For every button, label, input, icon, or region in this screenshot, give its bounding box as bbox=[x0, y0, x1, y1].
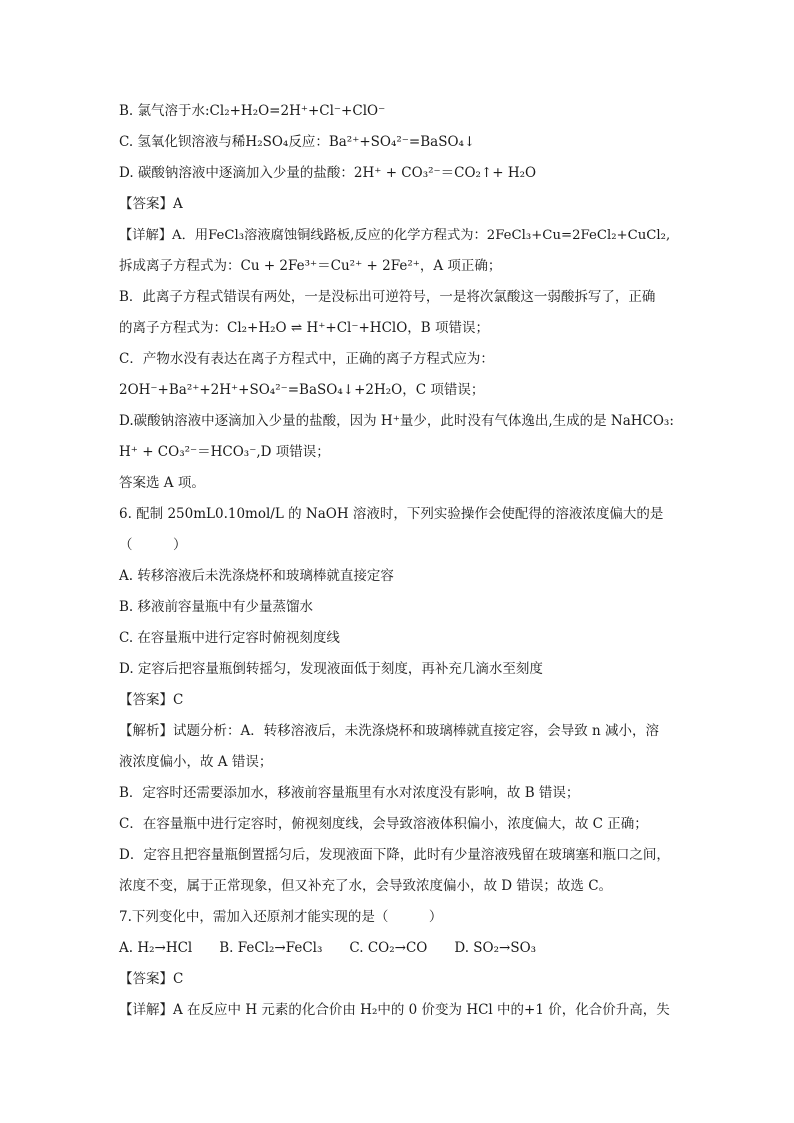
answer-line: 【答案】A bbox=[119, 196, 183, 212]
document-body bbox=[119, 96, 679, 1026]
option-b-line: B. 氯气溶于水:Cl₂+H₂O=2H⁺+Cl⁻+ClO⁻ bbox=[119, 103, 386, 119]
analysis-line: D．定容且把容量瓶倒置摇匀后，发现液面下降，此时有少量溶液残留在玻璃塞和瓶口之间， bbox=[119, 847, 670, 863]
explanation-line: 【详解】A．用FeCl₃溶液腐蚀铜线路板,反应的化学方程式为：2FeCl₃+Cu=2FeCl₂+CuCl₂, bbox=[119, 228, 671, 243]
analysis-line: C．在容量瓶中进行定容时，俯视刻度线，会导致溶液体积偏小，浓度偏大，故 C 正确； bbox=[119, 816, 648, 832]
question-6-option-b: B. 移液前容量瓶中有少量蒸馏水 bbox=[119, 599, 314, 615]
option-d-line: D. 碳酸钠溶液中逐滴加入少量的盐酸：2H⁺ + CO₃²⁻＝CO₂↑+ H₂O bbox=[119, 165, 537, 181]
answer-line: 【答案】C bbox=[119, 692, 184, 708]
explanation-line: 的离子方程式为：Cl₂+H₂O ⇌ H⁺+Cl⁻+HClO，B 项错误； bbox=[119, 320, 490, 336]
question-6-option-c: C. 在容量瓶中进行定容时俯视刻度线 bbox=[119, 630, 340, 646]
question-6-stem: 6. 配制 250mL0.10mol/L 的 NaOH 溶液时，下列实验操作会使配得的溶液浓度偏大的是 bbox=[119, 506, 664, 522]
explanation-line: H⁺ + CO₃²⁻＝HCO₃⁻,D 项错误； bbox=[119, 444, 330, 460]
question-7-options: A. H₂→HCl B. FeCl₂→FeCl₃ C. CO₂→CO D. SO₂→SO₃ bbox=[119, 940, 537, 956]
analysis-line: 【解析】试题分析：A．转移溶液后，未洗涤烧杯和玻璃棒就直接定容，会导致 n 减小，溶 bbox=[119, 723, 660, 739]
analysis-line: 液浓度偏小，故 A 错误； bbox=[119, 754, 273, 770]
explanation-line: C．产物水没有表达在离子方程式中，正确的离子方程式应为： bbox=[119, 351, 494, 367]
analysis-line: 浓度不变，属于正常现象，但又补充了水，会导致浓度偏小，故 D 错误；故选 C。 bbox=[119, 878, 613, 894]
explanation-line: D.碳酸钠溶液中逐滴加入少量的盐酸，因为 H⁺量少，此时没有气体逸出,生成的是 NaHCO₃: bbox=[119, 413, 674, 429]
option-c-line: C. 氢氧化钡溶液与稀H₂SO₄反应：Ba²⁺+SO₄²⁻=BaSO₄↓ bbox=[119, 134, 476, 150]
explanation-line: B．此离子方程式错误有两处，一是没标出可逆符号，一是将次氯酸这一弱酸拆写了，正确 bbox=[119, 289, 656, 305]
explanation-line: 拆成离子方程式为：Cu + 2Fe³⁺＝Cu²⁺ + 2Fe²⁺，A 项正确； bbox=[119, 258, 502, 274]
question-6-option-d: D. 定容后把容量瓶倒转摇匀，发现液面低于刻度，再补充几滴水至刻度 bbox=[119, 661, 543, 677]
answer-line: 【答案】C bbox=[119, 971, 184, 987]
explanation-line: 2OH⁻+Ba²⁺+2H⁺+SO₄²⁻=BaSO₄↓+2H₂O，C 项错误； bbox=[119, 382, 485, 398]
question-7-stem: 7.下列变化中，需加入还原剂才能实现的是（ ） bbox=[119, 909, 443, 925]
conclusion-line: 答案选 A 项。 bbox=[119, 475, 205, 491]
question-6-option-a: A. 转移溶液后未洗涤烧杯和玻璃棒就直接定容 bbox=[119, 568, 394, 584]
question-6-blank: （ ） bbox=[119, 537, 187, 553]
analysis-line: B．定容时还需要添加水，移液前容量瓶里有水对浓度没有影响，故 B 错误； bbox=[119, 785, 580, 801]
explanation-line: 【详解】A 在反应中 H 元素的化合价由 H₂中的 0 价变为 HCl 中的+1 价，化合价升高，失 bbox=[119, 1002, 670, 1018]
